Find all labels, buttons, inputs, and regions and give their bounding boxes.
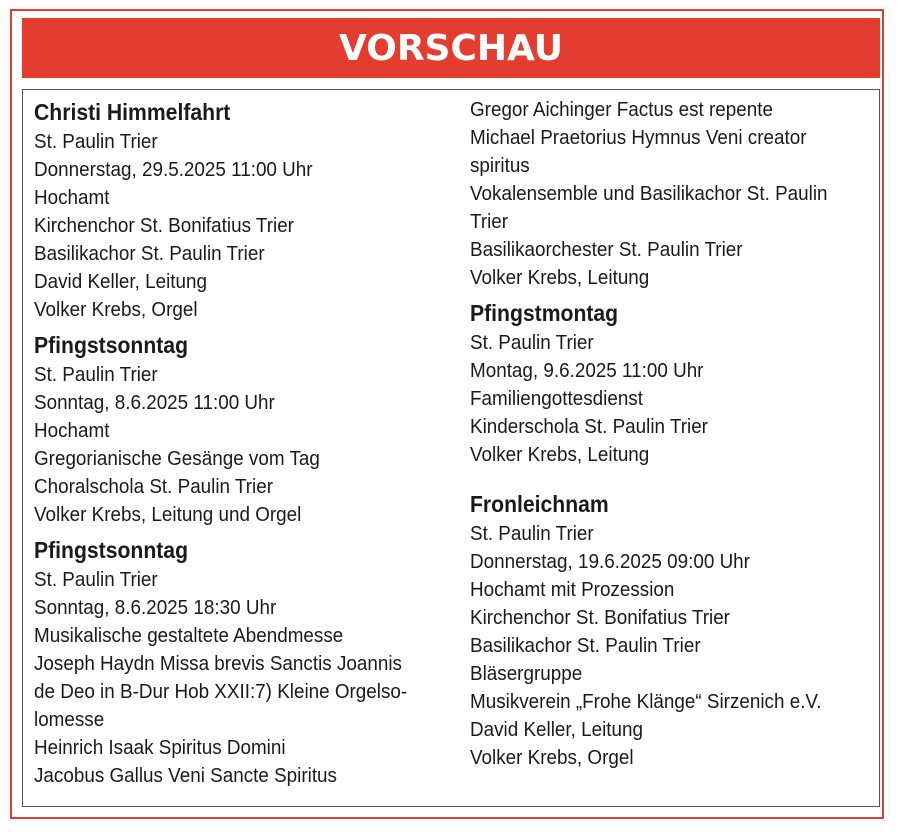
event-line: Donnerstag, 29.5.2025 11:00 Uhr (34, 158, 313, 181)
event-line: Kirchenchor St. Bonifatius Trier (470, 606, 730, 629)
event-line: Montag, 9.6.2025 11:00 Uhr (470, 359, 704, 382)
event-line: St. Paulin Trier (34, 130, 158, 153)
event-line: Basilikachor St. Paulin Trier (34, 242, 265, 265)
event-line: Sonntag, 8.6.2025 18:30 Uhr (34, 596, 277, 619)
page-title: VORSCHAU (22, 18, 880, 78)
event-line: Hochamt mit Prozession (470, 578, 675, 601)
event-line: Jacobus Gallus Veni Sancte Spiritus (34, 764, 337, 787)
event-line: St. Paulin Trier (34, 363, 158, 386)
event-line: Basilikachor St. Paulin Trier (470, 634, 701, 657)
event-line: Volker Krebs, Leitung (470, 266, 650, 289)
event-line: Volker Krebs, Orgel (470, 746, 634, 769)
event-line: Trier (470, 210, 509, 233)
event-christi-himmelfahrt (34, 96, 434, 324)
event-line: Bläsergruppe (470, 662, 583, 685)
event-line: Sonntag, 8.6.2025 11:00 Uhr (34, 391, 275, 414)
event-line: spiritus (470, 154, 530, 177)
event-heading: Christi Himmelfahrt (34, 99, 231, 125)
event-continuation (470, 96, 852, 292)
event-line: David Keller, Leitung (34, 270, 208, 293)
event-heading: Pfingstmontag (470, 300, 619, 326)
event-line: Donnerstag, 19.6.2025 09:00 Uhr (470, 550, 750, 573)
event-line: Hochamt (34, 186, 110, 209)
right-column (470, 96, 852, 772)
event-heading: Pfingstsonntag (34, 537, 188, 563)
event-line: Volker Krebs, Orgel (34, 298, 198, 321)
event-line: Familiengottesdienst (470, 387, 643, 410)
event-line: Vokalensemble und Basilikachor St. Paulin (470, 182, 828, 205)
event-line: Musikverein „Frohe Klänge“ Sirzenich e.V. (470, 690, 822, 713)
event-line: Kinderschola St. Paulin Trier (470, 415, 708, 438)
event-line: Volker Krebs, Leitung (470, 443, 650, 466)
event-pfingstmontag (470, 297, 852, 469)
event-line: Kirchenchor St. Bonifatius Trier (34, 214, 294, 237)
event-pfingstsonntag-evening (34, 534, 434, 790)
event-line: Joseph Haydn Missa brevis Sanctis Joannis (34, 652, 402, 675)
event-line: Choralschola St. Paulin Trier (34, 475, 274, 498)
left-column (34, 96, 434, 790)
event-line: Basilikaorchester St. Paulin Trier (470, 238, 743, 261)
event-pfingstsonntag-morning (34, 329, 434, 529)
event-line: Volker Krebs, Leitung und Orgel (34, 503, 302, 526)
event-line: St. Paulin Trier (470, 331, 594, 354)
event-line: Gregorianische Gesänge vom Tag (34, 447, 320, 470)
event-line: lomesse (34, 708, 105, 731)
event-heading: Pfingstsonntag (34, 332, 188, 358)
event-line: Hochamt (34, 419, 110, 442)
event-line: Heinrich Isaak Spiritus Domini (34, 736, 286, 759)
event-fronleichnam (470, 488, 852, 772)
event-line: Gregor Aichinger Factus est repente (470, 98, 773, 121)
event-heading: Fronleichnam (470, 491, 609, 517)
event-line: de Deo in B-Dur Hob XXII:7) Kleine Orgelso- (34, 680, 408, 703)
event-line: Musikalische gestaltete Abendmesse (34, 624, 344, 647)
event-line: St. Paulin Trier (34, 568, 158, 591)
event-line: St. Paulin Trier (470, 522, 594, 545)
event-line: Michael Praetorius Hymnus Veni creator (470, 126, 807, 149)
event-line: David Keller, Leitung (470, 718, 644, 741)
